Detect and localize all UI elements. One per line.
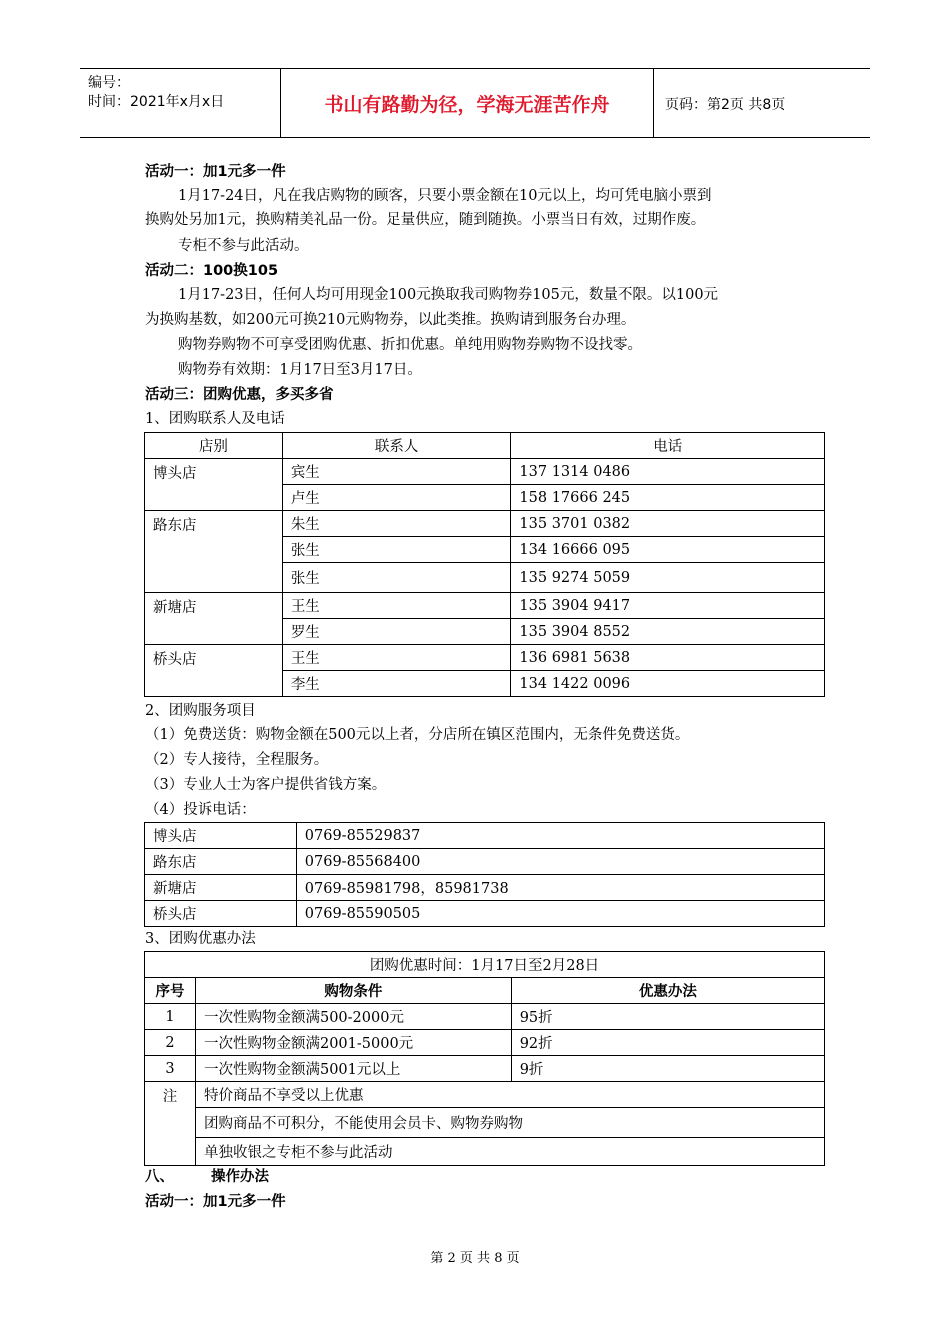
discount-offer: 9折: [511, 1056, 824, 1082]
section8-title: 操作办法: [211, 1169, 269, 1185]
table-row: [145, 1030, 825, 1056]
complaint-store: 桥头店: [145, 901, 297, 927]
discount-condition: 一次性购物金额满500-2000元: [195, 1004, 511, 1030]
header-meta: [80, 69, 281, 137]
discount-no: 3: [145, 1056, 196, 1082]
complaint-store: 路东店: [145, 849, 297, 875]
section3-title: 3、团购优惠办法: [145, 931, 256, 947]
activity1-title: 活动一：加1元多一件: [145, 164, 286, 180]
contact-name: 王生: [282, 645, 511, 671]
table-row: [145, 875, 825, 901]
table-row: [145, 459, 825, 485]
contact-name: 李生: [282, 671, 511, 697]
complaint-store: 新塘店: [145, 875, 297, 901]
contact-phone: 135 3701 0382: [511, 511, 825, 537]
note-item: 团购商品不可积分，不能使用会员卡、购物券购物: [195, 1108, 824, 1138]
table-row: [145, 1082, 825, 1108]
table-row: [145, 823, 825, 849]
complaint-phone: 0769-85981798，85981738: [296, 875, 824, 901]
contact-name: 张生: [282, 563, 511, 593]
activity1-p2: 专柜不参与此活动。: [178, 238, 309, 254]
contacts-header-store: 店别: [145, 433, 283, 459]
page-info: 页码：第2页 共8页: [665, 97, 786, 113]
contact-name: 宾生: [282, 459, 511, 485]
activity1-p1-line2: 换购处另加1元，换购精美礼品一份。足量供应，随到随换。小票当日有效，过期作废。: [145, 212, 706, 228]
contact-store: 路东店: [145, 511, 283, 593]
service-item: （4）投诉电话：: [145, 802, 256, 818]
table-row: [145, 1138, 825, 1166]
service-item: （3）专业人士为客户提供省钱方案。: [145, 777, 387, 793]
contact-name: 罗生: [282, 619, 511, 645]
discount-header-offer: 优惠办法: [511, 978, 824, 1004]
activity1-p1-line1: 1月17-24日，凡在我店购物的顾客，只要小票金额在10元以上，均可凭电脑小票到: [178, 188, 712, 204]
complaint-store: 博头店: [145, 823, 297, 849]
activity2-p1-line1: 1月17-23日，任何人均可用现金100元换取我司购物券105元，数量不限。以100元: [178, 287, 719, 303]
contact-name: 王生: [282, 593, 511, 619]
note-item: 单独收银之专柜不参与此活动: [195, 1138, 824, 1166]
contacts-table: [144, 432, 825, 697]
table-row: [145, 593, 825, 619]
contact-phone: 134 16666 095: [511, 537, 825, 563]
contacts-header-person: 联系人: [282, 433, 511, 459]
contact-store: 博头店: [145, 459, 283, 511]
section8-number: 八、: [145, 1169, 174, 1185]
table-row: [145, 901, 825, 927]
table-row: [145, 849, 825, 875]
activity2-title: 活动二：100换105: [145, 263, 279, 279]
discount-header-no: 序号: [145, 978, 196, 1004]
complaints-table: [144, 822, 825, 927]
discount-offer: 92折: [511, 1030, 824, 1056]
contact-store: 桥头店: [145, 645, 283, 697]
contacts-header-phone: 电话: [511, 433, 825, 459]
number-label: 编号：: [88, 75, 130, 91]
header-motto: 书山有路勤为径，学海无涯苦作舟: [281, 69, 654, 137]
note-item: 特价商品不享受以上优惠: [195, 1082, 824, 1108]
table-row: [145, 1108, 825, 1138]
contact-phone: 135 3904 8552: [511, 619, 825, 645]
discount-period: 团购优惠时间：1月17日至2月28日: [145, 952, 825, 978]
complaint-phone: 0769-85529837: [296, 823, 824, 849]
discount-condition: 一次性购物金额满5001元以上: [195, 1056, 511, 1082]
contact-store: 新塘店: [145, 593, 283, 645]
discount-table: [144, 951, 825, 1166]
contact-phone: 137 1314 0486: [511, 459, 825, 485]
activity3-title: 活动三：团购优惠，多买多省: [145, 387, 334, 403]
table-row: [145, 645, 825, 671]
activity2-p1-line2: 为换购基数，如200元可换210元购物券，以此类推。换购请到服务台办理。: [145, 312, 636, 328]
service-item: （2）专人接待，全程服务。: [145, 752, 329, 768]
contact-phone: 135 9274 5059: [511, 563, 825, 593]
complaint-phone: 0769-85590505: [296, 901, 824, 927]
discount-no: 1: [145, 1004, 196, 1030]
table-row: [145, 1056, 825, 1082]
contact-phone: 135 3904 9417: [511, 593, 825, 619]
section8-subtitle: 活动一：加1元多一件: [145, 1194, 286, 1210]
section1-title: 1、团购联系人及电话: [145, 411, 285, 427]
discount-header-condition: 购物条件: [195, 978, 511, 1004]
complaint-phone: 0769-85568400: [296, 849, 824, 875]
discount-offer: 95折: [511, 1004, 824, 1030]
activity2-p2: 购物券购物不可享受团购优惠、折扣优惠。单纯用购物券购物不设找零。: [178, 337, 642, 353]
discount-condition: 一次性购物金额满2001-5000元: [195, 1030, 511, 1056]
table-row: [145, 511, 825, 537]
discount-no: 2: [145, 1030, 196, 1056]
table-row: [145, 1004, 825, 1030]
page-footer: 第 2 页 共 8 页: [430, 1251, 520, 1266]
note-label: 注: [145, 1082, 196, 1166]
section2-title: 2、团购服务项目: [145, 703, 256, 719]
contact-phone: 136 6981 5638: [511, 645, 825, 671]
service-item: （1）免费送货：购物金额在500元以上者，分店所在镇区范围内，无条件免费送货。: [145, 727, 690, 743]
page-header: [80, 68, 870, 138]
contact-phone: 158 17666 245: [511, 485, 825, 511]
contact-name: 卢生: [282, 485, 511, 511]
contact-phone: 134 1422 0096: [511, 671, 825, 697]
time-label: 时间：2021年x月x日: [88, 94, 225, 110]
contact-name: 张生: [282, 537, 511, 563]
activity2-p3: 购物券有效期：1月17日至3月17日。: [178, 362, 422, 378]
contact-name: 朱生: [282, 511, 511, 537]
